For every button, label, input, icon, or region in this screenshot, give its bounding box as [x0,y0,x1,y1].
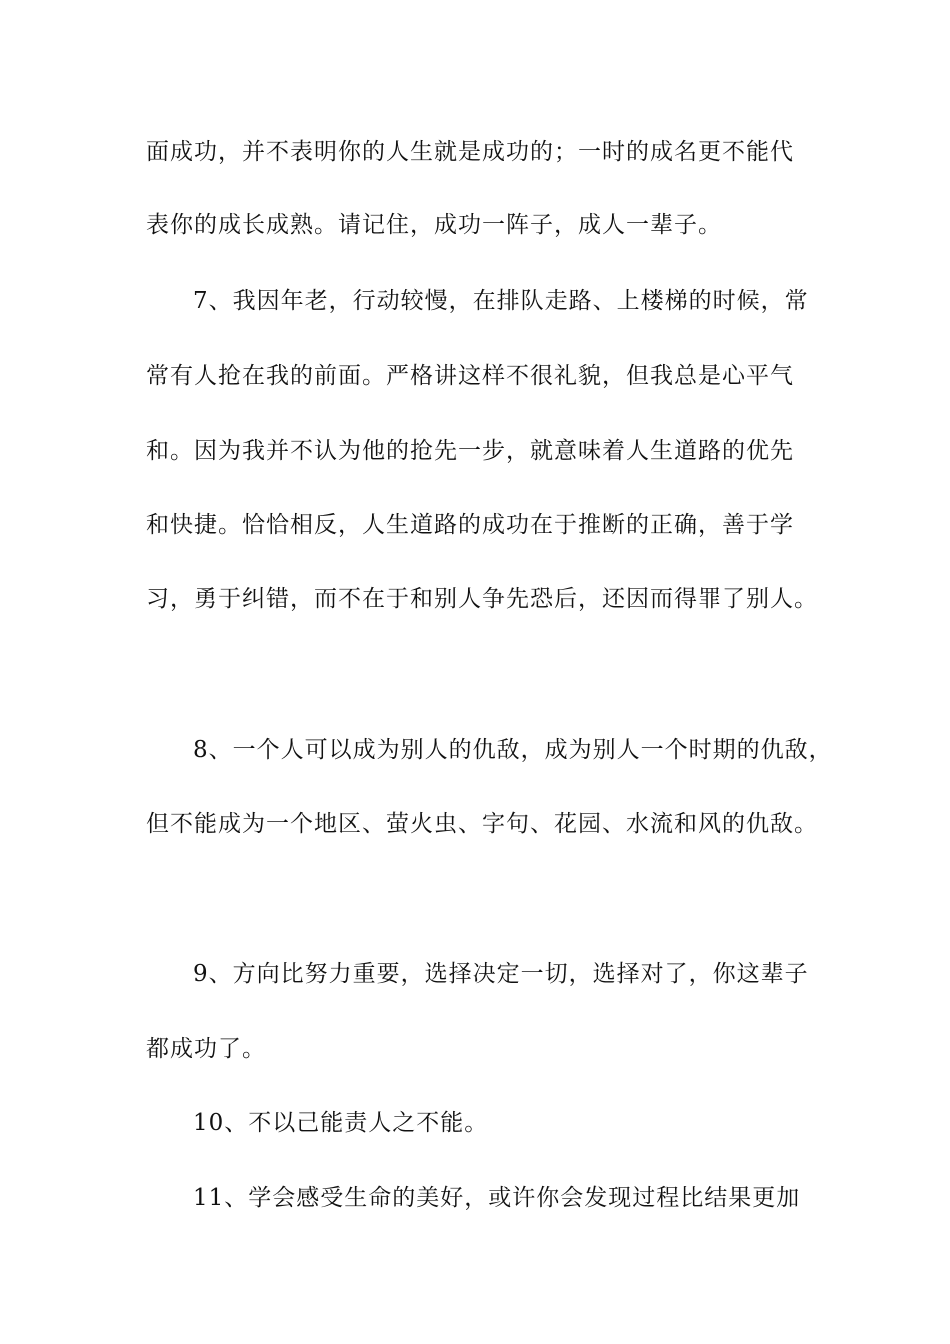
text-line: 10、不以己能责人之不能。 [193,1110,489,1136]
text-line: 和。因为我并不认为他的抢先一步，就意味着人生道路的优先 [146,438,794,464]
text-line: 表你的成长成熟。请记住，成功一阵子，成人一辈子。 [146,212,722,238]
text-line: 9、方向比努力重要，选择决定一切，选择对了，你这辈子 [193,961,809,987]
text-line: 和快捷。恰恰相反，人生道路的成功在于推断的正确，善于学 [146,512,794,538]
text-line: 但不能成为一个地区、萤火虫、字句、花园、水流和风的仇敌。 [146,811,818,837]
text-line: 都成功了。 [146,1036,266,1062]
text-line: 常有人抢在我的前面。严格讲这样不很礼貌，但我总是心平气 [146,363,794,389]
text-line: 习，勇于纠错，而不在于和别人争先恐后，还因而得罪了别人。 [146,586,818,612]
text-line: 7、我因年老，行动较慢，在排队走路、上楼梯的时候，常 [193,288,809,314]
text-line: 8、一个人可以成为别人的仇敌，成为别人一个时期的仇敌， [193,737,833,763]
text-line: 11、学会感受生命的美好，或许你会发现过程比结果更加 [193,1185,801,1211]
text-line: 面成功，并不表明你的人生就是成功的；一时的成名更不能代 [146,139,794,165]
